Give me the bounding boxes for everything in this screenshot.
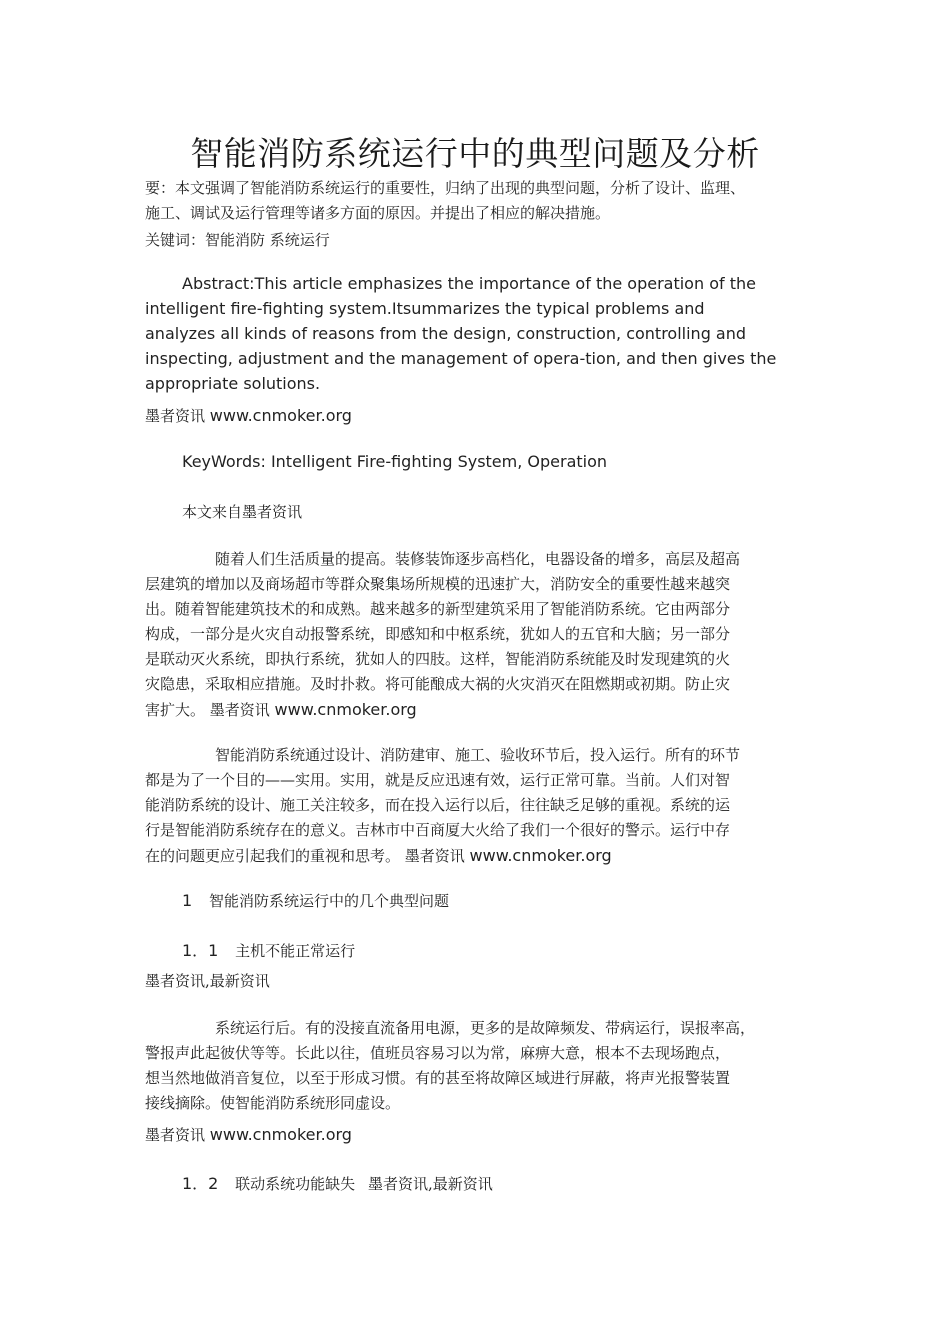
source-url: www.cnmoker.org [274, 700, 417, 719]
abstract-cn-line: 要：本文强调了智能消防系统运行的重要性，归纳了出现的典型问题，分析了设计、监理、 [145, 179, 746, 197]
paragraph-line: 构成，一部分是火灾自动报警系统，即感知和中枢系统，犹如人的五官和大脑；另一部分 [145, 625, 731, 643]
abstract-en-line: intelligent fire-fighting system.Itsummarizes the typical problems and [145, 299, 705, 318]
paragraph-line: 随着人们生活质量的提高。装修装饰逐步高档化，电器设备的增多，高层及超高 [215, 550, 741, 568]
paragraph-3 [145, 1016, 810, 1116]
source-line [145, 1124, 352, 1145]
source-url: www.cnmoker.org [209, 406, 352, 425]
section-number: 1．2 [182, 1174, 219, 1193]
paragraph-line: 系统运行后。有的没接直流备用电源，更多的是故障频发、带病运行，误报率高， [215, 1019, 756, 1037]
abstract-en-line: analyzes all kinds of reasons from the design, construction, controlling and [145, 324, 747, 343]
paragraph-line [145, 697, 810, 723]
document-title: 智能消防系统运行中的典型问题及分析 [190, 134, 760, 173]
paragraph-line: 行是智能消防系统存在的意义。吉林市中百商厦大火给了我们一个很好的警示。运行中存 [145, 821, 731, 839]
section-number: 1 [182, 891, 193, 910]
abstract-en [145, 271, 815, 396]
source-line: 墨者资讯,最新资讯 [145, 972, 270, 990]
section-heading-1-1 [182, 938, 355, 961]
source-name: 墨者资讯 [145, 1126, 210, 1144]
paragraph-line: 想当然地做消音复位，以至于形成习惯。有的甚至将故障区域进行屏蔽，将声光报警装置 [145, 1069, 731, 1087]
section-title: 智能消防系统运行中的几个典型问题 [208, 892, 449, 910]
section-heading-1-2 [182, 1171, 493, 1194]
paragraph-line: 是联动灭火系统，即执行系统，犹如人的四肢。这样，智能消防系统能及时发现建筑的火 [145, 650, 731, 668]
paragraph-text: 害扩大。 墨者资讯 [145, 701, 275, 719]
paragraph-line: 能消防系统的设计、施工关注较多，而在投入运行以后，往往缺乏足够的重视。系统的运 [145, 796, 731, 814]
source-note: 本文来自墨者资讯 [182, 503, 303, 521]
paragraph-line: 出。随着智能建筑技术的和成熟。越来越多的新型建筑采用了智能消防系统。它由两部分 [145, 600, 731, 618]
abstract-en-line: appropriate solutions. [145, 374, 321, 393]
abstract-cn [145, 176, 810, 226]
abstract-en-line: inspecting, adjustment and the management of opera-tion, and then gives the [145, 349, 777, 368]
paragraph-line: 智能消防系统通过设计、消防建审、施工、验收环节后，投入运行。所有的环节 [215, 746, 741, 764]
paragraph-1 [145, 547, 810, 723]
paragraph-line: 层建筑的增加以及商场超市等群众聚集场所规模的迅速扩大，消防安全的重要性越来越突 [145, 575, 731, 593]
paragraph-text: 在的问题更应引起我们的重视和思考。 墨者资讯 [145, 847, 470, 865]
paragraph-line: 灾隐患，采取相应措施。及时扑救。将可能酿成大祸的火灾消灭在阻燃期或初期。防止灾 [145, 675, 731, 693]
paragraph-line: 都是为了一个目的——实用。实用，就是反应迅速有效，运行正常可靠。当前。人们对智 [145, 771, 731, 789]
source-line [145, 405, 352, 426]
source-note: 墨者资讯,最新资讯 [367, 1175, 493, 1193]
paragraph-2 [145, 743, 810, 869]
paragraph-line: 接线摘除。使智能消防系统形同虚设。 [145, 1094, 401, 1112]
section-heading-1 [182, 890, 449, 911]
keywords-en: KeyWords: Intelligent Fire-fighting System, Operation [182, 452, 608, 471]
section-title: 联动系统功能缺失 [235, 1175, 356, 1193]
keywords-cn: 关键词：智能消防 系统运行 [145, 231, 330, 249]
source-name: 墨者资讯 [145, 407, 210, 425]
paragraph-line [145, 843, 810, 869]
section-number: 1．1 [182, 941, 219, 960]
abstract-en-line: Abstract:This article emphasizes the importance of the operation of the [182, 274, 756, 293]
source-url: www.cnmoker.org [469, 846, 612, 865]
paragraph-line: 警报声此起彼伏等等。长此以往，值班员容易习以为常，麻痹大意，根本不去现场跑点， [145, 1044, 731, 1062]
section-title: 主机不能正常运行 [235, 942, 356, 960]
source-url: www.cnmoker.org [209, 1125, 352, 1144]
abstract-cn-line: 施工、调试及运行管理等诸多方面的原因。并提出了相应的解决措施。 [145, 204, 611, 222]
